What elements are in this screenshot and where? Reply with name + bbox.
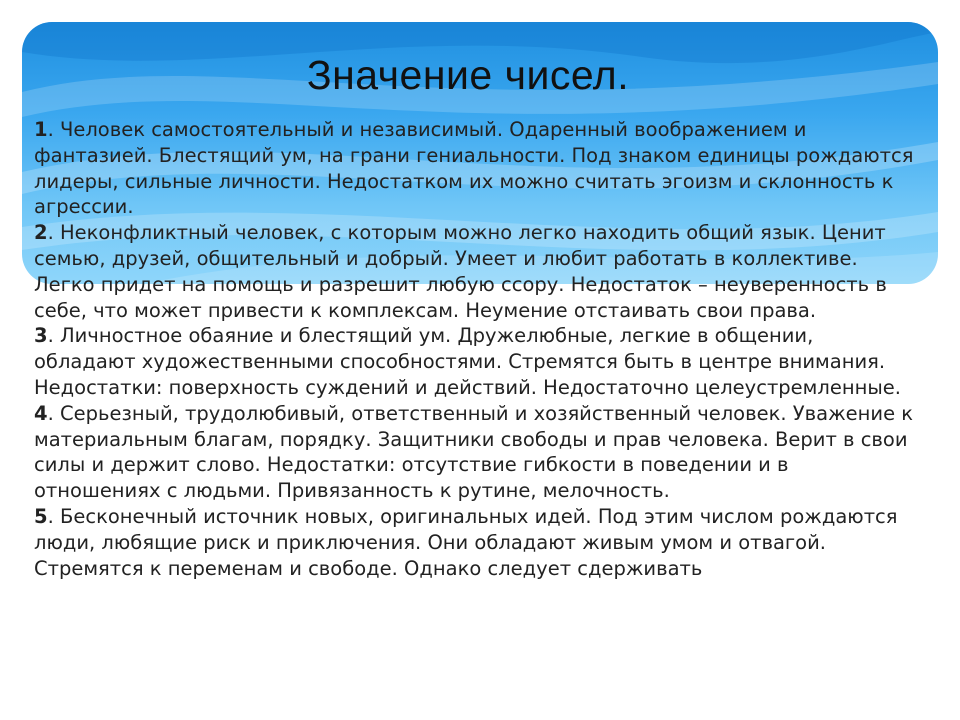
- item-text: . Серьезный, трудолюбивый, ответственный и хозяйственный человек. Уважение к материальным благам, порядку. Защитники свободы и прав человека. Верит в свои силы и держит слово. Недостатки: отсутствие гибкости в поведении и в отношениях с людьми. Привязанность к рутине, мелочность.: [34, 401, 914, 503]
- item-text: . Неконфликтный человек, с которым можно легко находить общий язык. Ценит семью, друзей, общительный и добрый. Умеет и любит работать в коллективе. Легко придет на помощь и разрешит любую ссору. Недостаток – неуверенность в себе, что может привести к комплексам. Неумение отстаивать свои права.: [34, 221, 887, 322]
- item-text: . Личностное обаяние и блестящий ум. Дружелюбные, легкие в общении, обладают художественными способностями. Стремятся быть в центре внимания. Недостатки: поверхность суждений и действий. Недостаточно целеустремленные.: [34, 324, 901, 399]
- list-item: [34, 220, 914, 323]
- list-item: [34, 401, 914, 504]
- item-number: 1: [34, 118, 48, 141]
- list-item: [34, 323, 914, 400]
- numbers-meaning-list: [34, 117, 914, 581]
- item-number: 2: [34, 221, 48, 245]
- item-number: 3: [34, 324, 48, 348]
- slide-title: Значение чисел.: [306, 52, 630, 98]
- item-text: . Бесконечный источник новых, оригинальных идей. Под этим числом рождаются люди, любящие риск и приключения. Они обладают живым умом и отвагой. Стремятся к переменам и свободе. Однако следует сдерживать: [34, 504, 898, 580]
- item-text: . Человек самостоятельный и независимый. Одаренный воображением и фантазией. Блестящий ум, на грани гениальности. Под знаком единицы рождаются лидеры, сильные личности. Недостатком их можно считать эгоизм и склонность к агрессии.: [34, 118, 914, 219]
- list-item: [34, 504, 914, 581]
- list-item: [34, 117, 914, 220]
- item-number: 4: [34, 401, 48, 425]
- item-number: 5: [34, 504, 48, 528]
